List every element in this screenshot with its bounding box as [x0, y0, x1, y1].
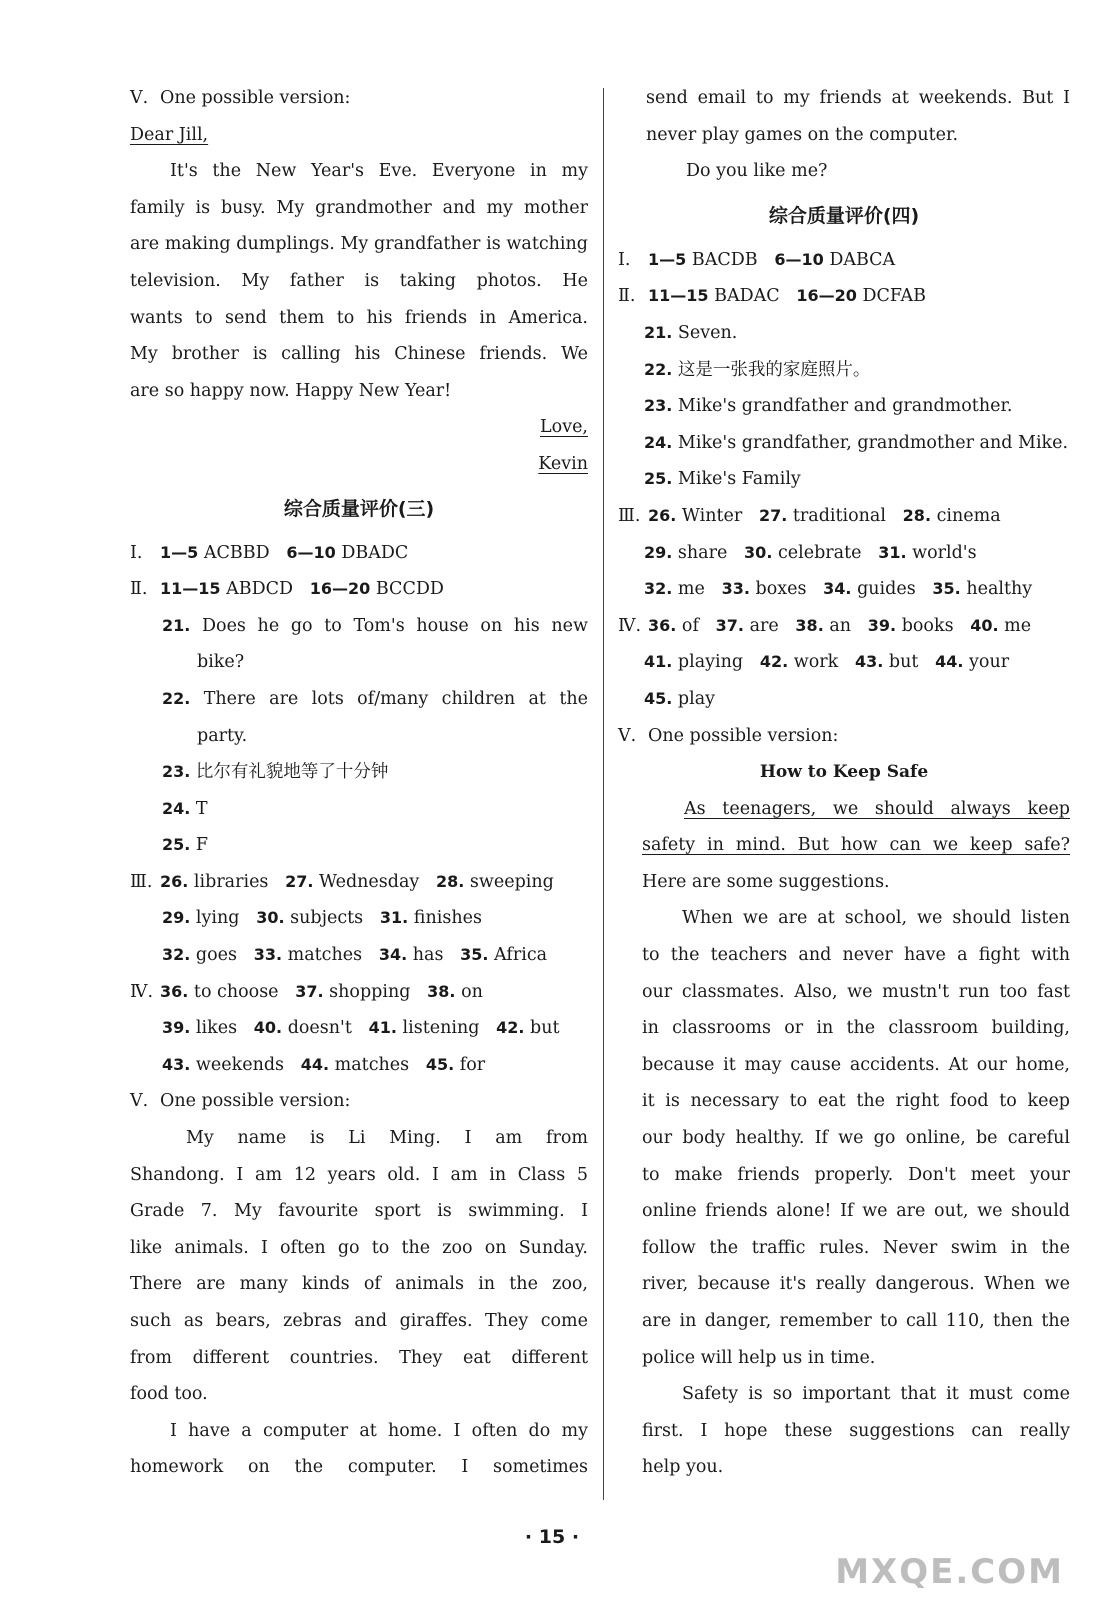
essay-line: in classrooms or in the classroom building, [642, 1018, 1070, 1039]
answer-word: weekends [195, 1054, 285, 1075]
answer-word: lying [195, 908, 240, 929]
answer-22: 22. There are lots of/many children at the [162, 688, 588, 709]
answer-row [130, 864, 588, 901]
essay-line: never play games on the computer. [646, 124, 959, 145]
question-number: 44. [300, 1054, 330, 1074]
section-4-answers [618, 608, 1070, 718]
letter-greeting: Dear Jill, [130, 124, 209, 145]
question-number: 35. [460, 945, 489, 965]
answer-word: Wednesday [319, 871, 420, 892]
essay-line-underlined: As teenagers, we should always keep [684, 798, 1070, 819]
answer-row: Ⅱ. 11—15 BADAC 16—20 DCFAB [618, 286, 927, 307]
question-number: 29. [644, 542, 673, 562]
answer-word: play [677, 688, 716, 709]
answer-word: matches [287, 945, 363, 966]
section-heading-3: 综合质量评价(三) [283, 497, 435, 520]
section-3-answers [130, 864, 588, 974]
answer-word: Africa [494, 945, 548, 966]
section-label: Ⅲ. [618, 505, 641, 526]
letter-line: are so happy now. Happy New Year! [130, 380, 452, 401]
answer-word: doesn't [287, 1018, 352, 1039]
question-number: 27. [285, 871, 314, 891]
question-number: 45. [425, 1054, 455, 1074]
question-number: 42. [496, 1018, 525, 1038]
letter-line: It's the New Year's Eve. Everyone in my [170, 161, 588, 182]
question-number: 44. [935, 652, 964, 672]
essay-line: to make friends properly. Don't meet your [642, 1164, 1070, 1185]
question-number: 38. [795, 615, 824, 635]
section-3-answers [618, 498, 1070, 608]
answer-word: books [901, 615, 954, 636]
answer-row [618, 681, 1070, 718]
right-column: send email to my friends at weekends. But I never play games on the computer. Do you like me? 综合质量评价(四) Ⅰ. 1—5 BACDB 6—10 DABCA Ⅱ. 11—15 BADAC 16—20 DCFAB 21. Seven. 22. 这是一张我的家庭照片。 23. Mike's grandfather and grandmother. 24. Mike's grandfather, grandmother and Mike. 25. Mike's Family Ⅲ. 26. Winter 27. traditional 28. cinema 29. share 30. celebrate 31. world's 32. me 33. boxes 34. guides 35. healthy Ⅳ. 36. of 37. are 38. an 39. books 40. me 41. playing 42. work 43. but 44. your 45. play Ⅴ. One possible version: How to Keep Safe As teenagers, we should always keep safety in mind. But how can we keep safe? Here are some suggestions. When we are at school, we should listen to the teachers and never have a fight with our classmates. Also, we mustn't run too fast in classrooms or in the classroom building, because it may cause accidents. At our home, it is necessary to eat the right food to keep our body healthy. If we go online, be careful to make friends properly. Don't meet your online friends alone! If we are out, we should follow the traffic rules. Never swim in the river, because it's really dangerous. When we are in danger, remember to call 110, then the police will help us in time. Safety is so important that it must come first. I hope these suggestions can really help you. [618, 80, 1070, 1486]
answer-21: 21. Does he go to Tom's house on his new [162, 615, 588, 636]
watermark: MXQE.COM [835, 1552, 1064, 1592]
essay-line: follow the traffic rules. Never swim in the [642, 1237, 1070, 1258]
answer-word: sweeping [469, 871, 554, 892]
essay-line: because it may cause accidents. At our home, [642, 1054, 1070, 1075]
answer-word: healthy [966, 579, 1033, 600]
answer-word: me [677, 579, 705, 600]
essay-line: to the teachers and never have a fight with [642, 945, 1070, 966]
question-number: 31. [379, 908, 409, 928]
answer-row [130, 1047, 588, 1084]
answer-word: for [459, 1054, 486, 1075]
answer-row [618, 571, 1070, 608]
answer-word: boxes [755, 579, 807, 600]
question-number: 41. [644, 652, 673, 672]
question-number: 27. [758, 505, 788, 525]
answer-row: Ⅰ. 1—5 BACDB 6—10 DABCA [618, 249, 896, 270]
question-number: 40. [253, 1018, 283, 1038]
essay-line: Do you like me? [686, 161, 828, 182]
column-divider [603, 88, 604, 1500]
answer-word: but [530, 1018, 560, 1039]
section-label: Ⅳ. [130, 981, 154, 1002]
question-number: 42. [759, 652, 789, 672]
essay-line: Safety is so important that it must come [682, 1384, 1070, 1405]
answer-row: Ⅰ. 1—5 ACBBD 6—10 DBADC [130, 542, 409, 563]
answer-23: 23. Mike's grandfather and grandmother. [644, 396, 1013, 417]
question-number: 38. [427, 981, 456, 1001]
question-number: 34. [823, 579, 852, 599]
answer-word: libraries [193, 871, 269, 892]
answer-word: but [888, 652, 919, 673]
answer-word: listening [402, 1018, 480, 1039]
answer-row [130, 974, 588, 1011]
letter-line: wants to send them to his friends in America. [130, 307, 588, 328]
question-number: 36. [648, 615, 677, 635]
question-number: 37. [715, 615, 744, 635]
essay-line: My name is Li Ming. I am from [186, 1128, 588, 1149]
answer-23: 23. 比尔有礼貌地等了十分钟 [162, 762, 389, 783]
answer-word: world's [912, 542, 977, 563]
essay-line: When we are at school, we should listen [682, 908, 1070, 929]
question-number: 43. [162, 1054, 191, 1074]
answer-word: me [1004, 615, 1032, 636]
answer-word: Winter [681, 505, 743, 526]
essay-line: online friends alone! If we are out, we should [642, 1201, 1070, 1222]
question-number: 26. [648, 505, 677, 525]
letter-closing: Love, [540, 417, 588, 438]
essay-line: Here are some suggestions. [642, 871, 890, 892]
essay-line: I have a computer at home. I often do my [170, 1420, 588, 1441]
essay-line: it is necessary to eat the right food to keep [642, 1091, 1070, 1112]
answer-row [130, 900, 588, 937]
question-number: 36. [160, 981, 189, 1001]
answer-row: Ⅱ. 11—15 ABDCD 16—20 BCCDD [130, 579, 444, 600]
section-4-answers [130, 974, 588, 1084]
answer-word: cinema [936, 505, 1001, 526]
section-intro: One possible version: [160, 88, 351, 108]
answer-word: has [412, 945, 444, 966]
question-number: 28. [436, 871, 465, 891]
answer-21-cont: bike? [197, 652, 245, 673]
answer-word: finishes [413, 908, 482, 929]
question-number: 40. [970, 615, 999, 635]
answer-word: work [793, 652, 839, 673]
essay-line: our body healthy. If we go online, be careful [642, 1128, 1070, 1149]
answer-25: 25. Mike's Family [644, 469, 801, 490]
answer-word: subjects [290, 908, 364, 929]
letter-signature: Kevin [538, 453, 588, 474]
question-number: 39. [162, 1018, 191, 1038]
question-number: 28. [902, 505, 932, 525]
essay-line: send email to my friends at weekends. But I [646, 88, 1070, 108]
answer-word: celebrate [777, 542, 862, 563]
essay-line: police will help us in time. [642, 1347, 876, 1368]
answer-word: your [969, 652, 1010, 673]
answer-word: guides [857, 579, 916, 600]
left-column: Ⅴ. One possible version: Dear Jill, It's the New Year's Eve. Everyone in my family is busy. My grandmother and my mother are making dumplings. My grandfather is watching television. My father is taking photos. He wants to send them to his friends in America. My brother is calling his Chinese friends. We are so happy now. Happy New Year! Love, Kevin 综合质量评价(三) Ⅰ. 1—5 ACBBD 6—10 DBADC Ⅱ. 11—15 ABDCD 16—20 BCCDD 21. Does he go to Tom's house on his new bike? 22. There are lots of/many children at the party. 23. 比尔有礼貌地等了十分钟 24. T 25. F Ⅲ. 26. libraries 27. Wednesday 28. sweeping 29. lying 30. subjects 31. finishes 32. goes 33. matches 34. has 35. Africa Ⅳ. 36. to choose 37. shopping 38. on 39. likes 40. doesn't 41. listening 42. but 43. weekends 44. matches 45. for Ⅴ. One possible version: My name is Li Ming. I am from Shandong. I am 12 years old. I am in Class 5 Grade 7. My favourite sport is swimming. I like animals. I often go to the zoo on Sunday. There are many kinds of animals in the zoo, such as bears, zebras and giraffes. They come from different countries. They eat different food too. I have a computer at home. I often do my homework on the computer. I sometimes [130, 80, 588, 1486]
essay-line: such as bears, zebras and giraffes. They come [130, 1311, 588, 1331]
question-number: 33. [253, 945, 283, 965]
answer-word: likes [195, 1018, 238, 1039]
question-number: 37. [295, 981, 324, 1001]
answer-word: shopping [329, 981, 411, 1002]
question-number: 32. [644, 579, 673, 599]
question-number: 41. [368, 1018, 397, 1038]
answer-row [618, 608, 1070, 645]
answer-row [130, 937, 588, 974]
question-number: 30. [744, 542, 773, 562]
letter-line: My brother is calling his Chinese friends. We [130, 344, 588, 365]
essay-line: homework on the computer. I sometimes [130, 1457, 588, 1478]
essay-line: first. I hope these suggestions can really [642, 1420, 1070, 1441]
essay-line: help you. [642, 1457, 724, 1478]
answer-word: on [461, 981, 483, 1002]
answer-word: to choose [193, 981, 279, 1002]
essay-line: from different countries. They eat different [130, 1347, 588, 1368]
answer-row [618, 535, 1070, 572]
question-number: 29. [162, 908, 191, 928]
answer-row [618, 644, 1070, 681]
answer-21: 21. Seven. [644, 322, 738, 343]
question-number: 33. [721, 579, 750, 599]
section-heading-4: 综合质量评价(四) [768, 204, 920, 227]
answer-row [618, 498, 1070, 535]
letter-line: family is busy. My grandmother and my mother [130, 197, 588, 218]
answer-row [130, 1010, 588, 1047]
question-number: 35. [932, 579, 961, 599]
essay-line: Shandong. I am 12 years old. I am in Class 5 [130, 1164, 588, 1185]
essay-line: Grade 7. My favourite sport is swimming. I [130, 1201, 588, 1222]
answer-word: playing [677, 652, 744, 673]
question-number: 26. [160, 871, 189, 891]
essay-line: river, because it's really dangerous. When we [642, 1274, 1070, 1295]
page-number: · 15 · [524, 1526, 580, 1548]
question-number: 30. [256, 908, 285, 928]
answer-24: 24. Mike's grandfather, grandmother and Mike. [644, 432, 1069, 453]
letter-line: television. My father is taking photos. He [130, 270, 588, 291]
letter-line: are making dumplings. My grandfather is watching [130, 234, 588, 255]
question-number: 31. [878, 542, 907, 562]
essay-line: our classmates. Also, we mustn't run too fast [642, 981, 1070, 1002]
essay-title: How to Keep Safe [759, 762, 929, 783]
answer-word: matches [334, 1054, 410, 1075]
question-number: 34. [378, 945, 408, 965]
answer-22: 22. 这是一张我的家庭照片。 [644, 359, 871, 380]
answer-25: 25. F [162, 835, 209, 856]
answer-word: goes [195, 945, 237, 966]
answer-word: of [681, 615, 699, 636]
section-intro: One possible version: [648, 725, 839, 746]
question-number: 32. [162, 945, 191, 965]
question-number: 43. [854, 652, 884, 672]
essay-line-underlined: safety in mind. But how can we keep safe? [642, 835, 1070, 856]
essay-line: There are many kinds of animals in the zoo, [130, 1274, 588, 1295]
answer-22-cont: party. [197, 725, 248, 746]
essay-line: are in danger, remember to call 110, then the [642, 1311, 1070, 1331]
essay-line: food too. [130, 1384, 208, 1405]
section-intro: One possible version: [160, 1091, 351, 1112]
answer-word: are [749, 615, 779, 636]
answer-word: share [677, 542, 728, 563]
answer-word: traditional [792, 505, 886, 526]
section-label: Ⅲ. [130, 871, 153, 892]
section-label: Ⅳ. [618, 615, 642, 636]
question-number: 39. [867, 615, 897, 635]
essay-line: like animals. I often go to the zoo on Sunday. [130, 1237, 588, 1258]
answer-word: an [829, 615, 852, 636]
question-number: 45. [644, 688, 673, 708]
answer-24: 24. T [162, 798, 208, 819]
essay-body [618, 864, 1070, 1486]
